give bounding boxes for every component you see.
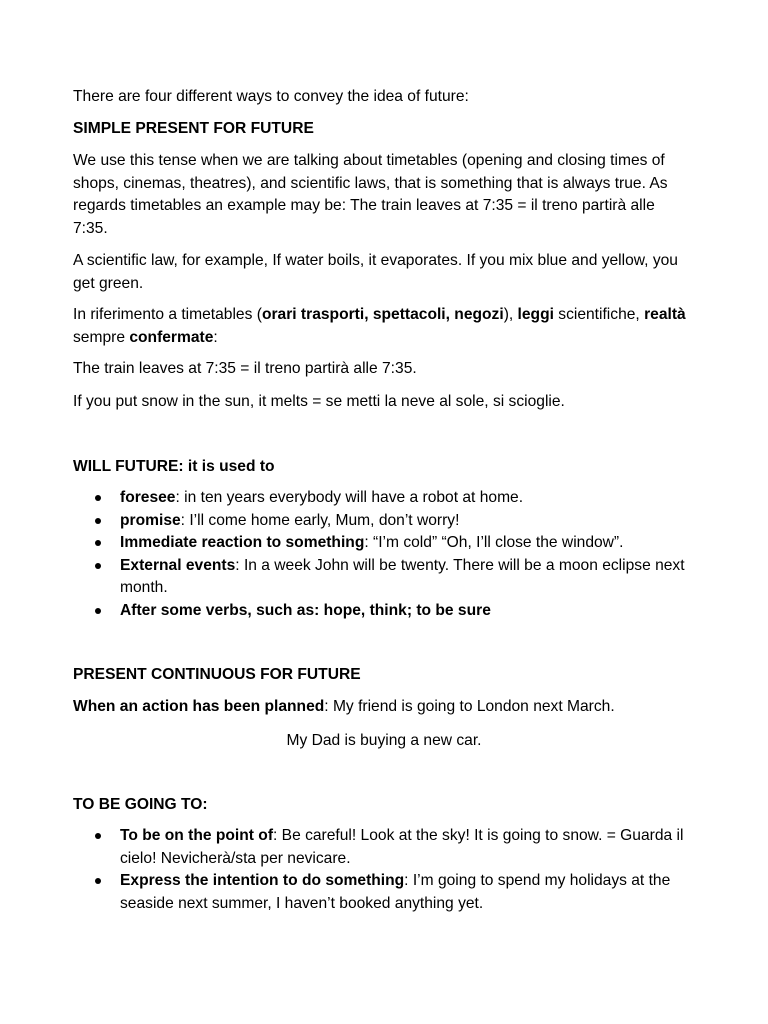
list-item: Immediate reaction to something: “I’m cold” “Oh, I’ll close the window”.	[73, 532, 698, 555]
bullet-icon	[95, 540, 101, 546]
going-to-list	[73, 825, 698, 915]
present-continuous-example: My Dad is buying a new car.	[286, 732, 482, 749]
present-continuous-paragraph: When an action has been planned: My friend is going to London next March.	[73, 698, 615, 715]
bullet-icon	[95, 833, 101, 839]
list-item: promise: I’ll come home early, Mum, don’t worry!	[73, 510, 698, 533]
intro-text: There are four different ways to convey the idea of future:	[73, 88, 469, 105]
simple-present-example-1: The train leaves at 7:35 = il treno partirà alle 7:35.	[73, 360, 417, 377]
bullet-icon	[95, 495, 101, 501]
present-continuous-heading: PRESENT CONTINUOUS FOR FUTURE	[73, 666, 361, 683]
will-future-list	[73, 487, 698, 622]
simple-present-example-2: If you put snow in the sun, it melts = se metti la neve al sole, si scioglie.	[73, 393, 565, 410]
going-to-heading: TO BE GOING TO:	[73, 796, 208, 813]
list-item: After some verbs, such as: hope, think; to be sure	[73, 600, 698, 623]
bullet-icon	[95, 563, 101, 569]
list-item: Express the intention to do something: I’m going to spend my holidays at the seaside next summer, I haven’t booked anything yet.	[73, 870, 698, 915]
list-item: To be on the point of: Be careful! Look at the sky! It is going to snow. = Guarda il cielo! Nevicherà/sta per nevicare.	[73, 825, 698, 870]
simple-present-paragraph-1: We use this tense when we are talking about timetables (opening and closing times of shops, cinemas, theatres), and scientific laws, that is something that is always true. As regards timetables an example may be: The train leaves at 7:35 = il treno partirà alle 7:35.	[73, 152, 668, 237]
bullet-icon	[95, 518, 101, 524]
simple-present-paragraph-2: A scientific law, for example, If water boils, it evaporates. If you mix blue and yellow, you get green.	[73, 252, 678, 292]
simple-present-paragraph-3: In riferimento a timetables (orari trasporti, spettacoli, negozi), leggi scientifiche, realtà sempre confermate:	[73, 306, 686, 346]
list-item: foresee: in ten years everybody will have a robot at home.	[73, 487, 698, 510]
will-future-heading: WILL FUTURE: it is used to	[73, 458, 275, 475]
bullet-icon	[95, 608, 101, 614]
simple-present-heading: SIMPLE PRESENT FOR FUTURE	[73, 120, 314, 137]
list-item: External events: In a week John will be twenty. There will be a moon eclipse next month.	[73, 555, 698, 600]
bullet-icon	[95, 878, 101, 884]
